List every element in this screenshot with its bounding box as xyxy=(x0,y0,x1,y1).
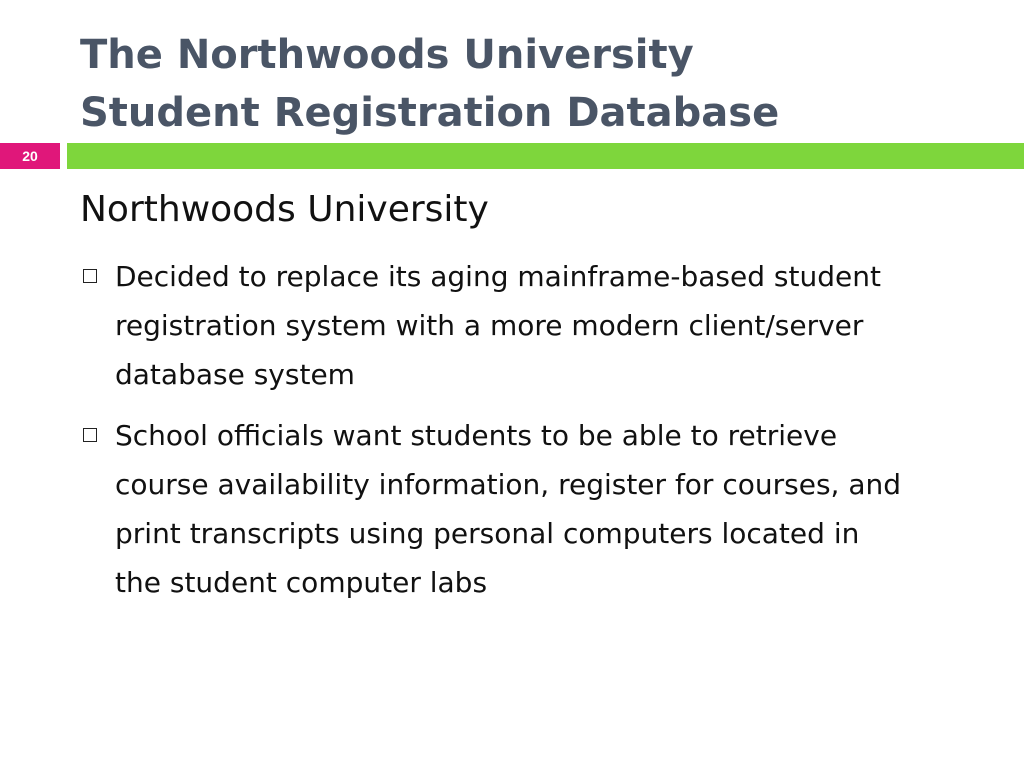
hollow-square-bullet-icon xyxy=(83,269,97,283)
accent-bar xyxy=(67,143,1024,169)
hollow-square-bullet-icon xyxy=(83,428,97,442)
bullet-list xyxy=(80,252,910,619)
content-heading: Northwoods University xyxy=(80,189,489,230)
slide-title-line-2: Student Registration Database xyxy=(80,90,780,136)
slide-title xyxy=(80,26,779,142)
bullet-item xyxy=(80,411,910,607)
slide-number: 20 xyxy=(0,143,60,169)
bullet-item xyxy=(80,252,910,399)
slide-title-line-1: The Northwoods University xyxy=(80,32,694,78)
bullet-text: Decided to replace its aging mainframe-based student registration system with a more modern client/server database system xyxy=(115,260,881,391)
bullet-text: School officials want students to be able to retrieve course availability information, register for courses, and print transcripts using personal computers located in the student computer labs xyxy=(115,419,902,599)
